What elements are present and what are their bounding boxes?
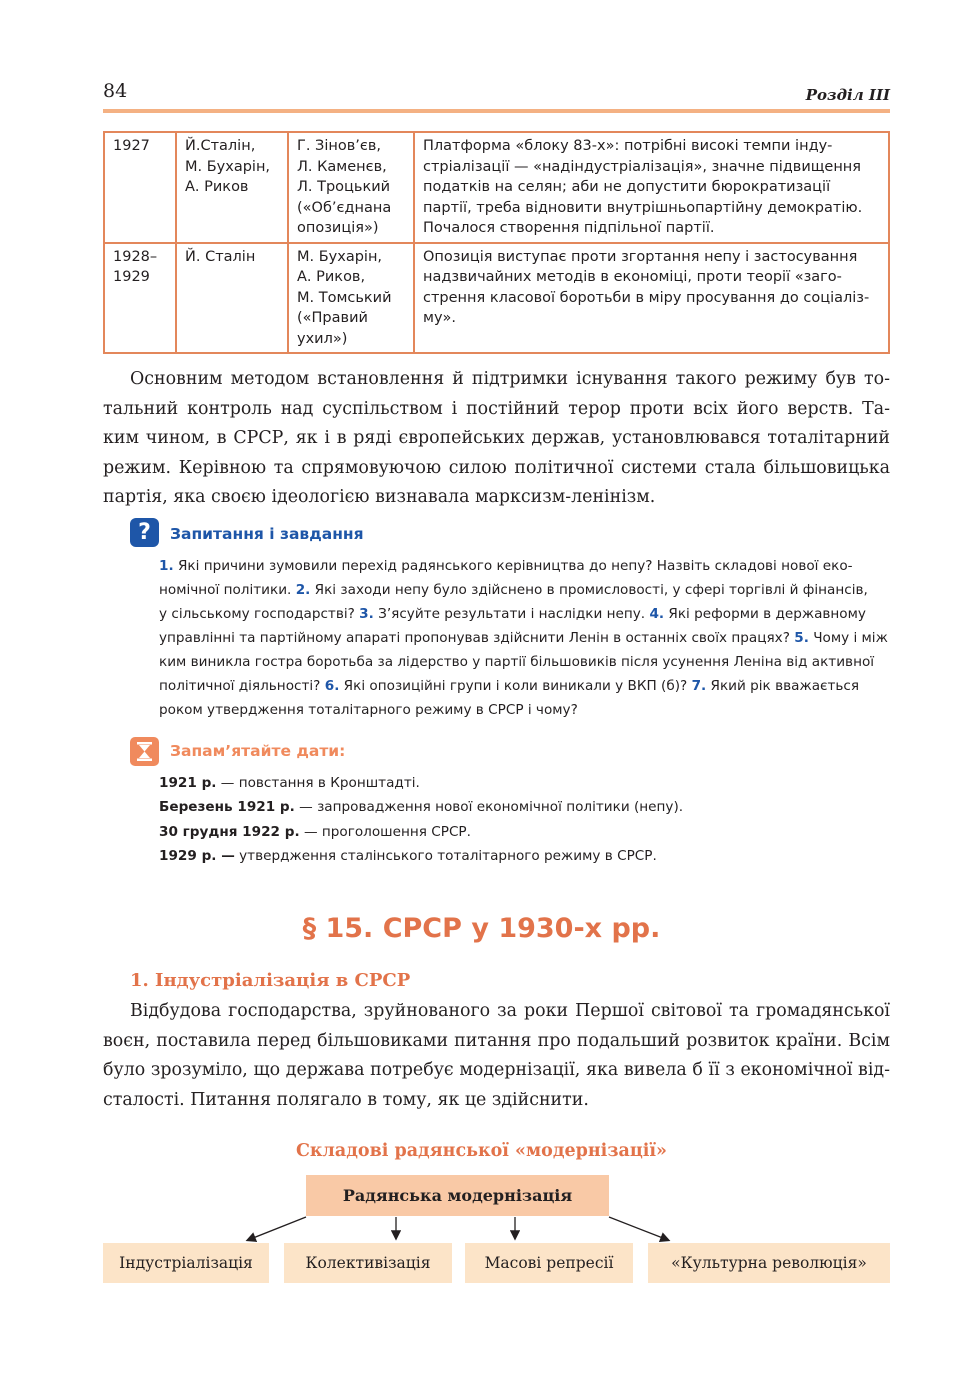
cell-line: ухил») [297,330,348,347]
dates-title: Запам’ятайте дати: [170,742,346,760]
diagram-box-collectivization: Колективізація [284,1243,452,1283]
cell-line: му». [423,310,457,326]
majority-cell [176,243,288,354]
date-value: 30 грудня 1922 р. [159,823,300,840]
question-number: 6. [324,678,340,694]
question-line [159,674,890,698]
date-value: 1921 р. [159,775,217,791]
question-text: номічної політики. [159,582,296,598]
question-line [159,554,890,578]
cell-line: Л. Троцький [297,179,391,195]
question-text: Який рік вважається [706,678,860,694]
cell-line: А. Риков [185,179,249,195]
cell-line: М. Бухарін, [297,248,383,265]
diagram-box-cultural-revolution: «Культурна революція» [648,1243,890,1283]
question-number: 2. [295,582,311,598]
arrow-to-industrialization [248,1217,306,1240]
cell-line: Л. Каменєв, [297,158,387,175]
question-text: З’ясуйте результати і наслідки непу. [373,606,650,622]
cell-line: стрення класової боротьби в міру просування до соціаліз- [423,289,870,306]
question-text: Які причини зумовили перехід радянського керівництва до непу? Назвіть складові нової еко- [173,558,853,574]
majority-cell [176,132,288,243]
dates-list [159,771,683,868]
text-line: ким чином, в СРСР, як і в ряді європейських держав, установлювався тоталітарний [103,428,890,448]
question-number: 3. [359,606,374,622]
question-text: Які заходи непу було здійснено в промисловості, у сфері торгівлі й фінансів, [310,582,868,598]
date-item [159,771,683,795]
question-line [159,698,890,722]
question-line [159,626,890,650]
date-value: 1929 р. — [159,847,235,864]
question-text: Чому і між [808,630,888,646]
date-event: — повстання в Кронштадті. [216,775,420,791]
year-cell [104,132,176,243]
question-number: 7. [691,678,707,694]
text-line: Основним методом встановлення й підтримки існування такого режиму був то- [130,369,890,389]
cell-line: М. Бухарін, [185,158,271,175]
opposition-cell [288,243,414,354]
question-text: Які реформи в державному [664,606,866,622]
cell-line: Платформа «блоку 83-х»: потрібні високі темпи інду- [423,138,833,154]
question-text: роком утвердження тоталітарного режиму в СРСР і чому? [159,702,578,718]
program-cell [414,243,889,354]
hourglass-icon [130,737,159,766]
cell-line: 1927 [113,138,150,154]
date-item [159,795,683,819]
cell-line: опозиція») [297,220,379,236]
diagram-title: Складові радянської «модернізації» [295,1141,667,1161]
section-label: Розділ ІІІ [805,86,890,104]
table-row [104,243,889,354]
opposition-table [103,131,890,354]
question-text: управлінні та партійному апараті пропонував здійснити Ленін в останніх своїх працях? [159,630,795,646]
date-event: — проголошення СРСР. [299,823,471,840]
question-text: ким виникла гостра боротьба за лідерство у партії більшовиків після усунення Леніна від активної [159,654,875,670]
body-paragraph-1 [103,365,890,513]
date-item [159,844,683,868]
questions-title: Запитання і завдання [170,525,364,543]
question-line [159,650,890,674]
cell-line: Й. Сталін [185,248,256,265]
question-line [159,578,890,602]
arrow-to-cultural-revolution [609,1217,668,1240]
cell-line: надзвичайних методів в економіці, проти теорії «заго- [423,269,842,285]
date-event: утвердження сталінського тоталітарного режиму в СРСР. [234,847,657,864]
cell-line: Й.Сталін, [185,138,256,154]
question-number: 1. [159,558,174,574]
cell-line: партії, треба відновити внутрішньопартійну демократію. [423,199,863,216]
table-row [104,132,889,243]
question-number: 4. [649,606,665,622]
cell-line: («Об’єднана [297,199,392,216]
cell-line: М. Томський [297,289,392,306]
diagram-box-repressions: Масові репресії [465,1243,633,1283]
cell-line: Почалося створення підпільної партії. [423,220,715,236]
header-rule [103,109,890,113]
section-heading: § 15. СРСР у 1930-х рр. [302,913,661,944]
diagram-root-box: Радянська модернізація [306,1175,609,1216]
question-text: політичної діяльності? [159,678,325,694]
program-cell [414,132,889,243]
cell-line: Г. Зінов’єв, [297,138,382,154]
question-number: 5. [794,630,809,646]
text-line: режим. Керівною та спрямовуючою силою політичної системи стала більшовицька [103,457,890,478]
date-value: Березень 1921 р. [159,799,295,816]
cell-line: 1928– [113,248,158,265]
questions-list [159,554,890,722]
text-line: було зрозуміло, що держава потребує модернізації, яка вивела б її з економічної від- [103,1060,890,1080]
text-line: тальний контроль над суспільством і постійний терор проти всіх його верств. Та- [103,398,890,419]
cell-line: стріалізації — «надіндустріалізація», значне підвищення [423,158,862,175]
cell-line: Опозиція виступає проти згортання непу і застосування [423,248,858,265]
date-item [159,820,683,844]
cell-line: 1929 [113,269,150,285]
question-text: у сільському господарстві? [159,606,360,622]
question-text: Які опозиційні групи і коли виникали у ВКП (б)? [339,678,692,694]
text-line: партія, яка своєю ідеологією визнавала марксизм-ленінізм. [103,487,656,507]
diagram-box-industrialization: Індустріалізація [103,1243,269,1283]
page-number: 84 [103,80,128,102]
date-event: — запровадження нової економічної політики (непу). [294,799,684,816]
year-cell [104,243,176,354]
opposition-cell [288,132,414,243]
text-line: сталості. Питання полягало в тому, як це здійснити. [103,1089,589,1110]
question-mark-icon: ? [130,518,159,547]
cell-line: («Правий [297,310,368,326]
text-line: воєн, поставила перед більшовиками питання про подальший розвиток країни. Всім [103,1030,890,1051]
text-line: Відбудова господарства, зруйнованого за роки Першої світової та громадянської [130,1001,890,1021]
question-line [159,602,890,626]
cell-line: А. Риков, [297,269,366,285]
subheading: 1. Індустріалізація в СРСР [130,970,411,991]
cell-line: податків на селян; аби не допустити бюрократизації [423,179,831,195]
body-paragraph-2 [103,997,890,1115]
